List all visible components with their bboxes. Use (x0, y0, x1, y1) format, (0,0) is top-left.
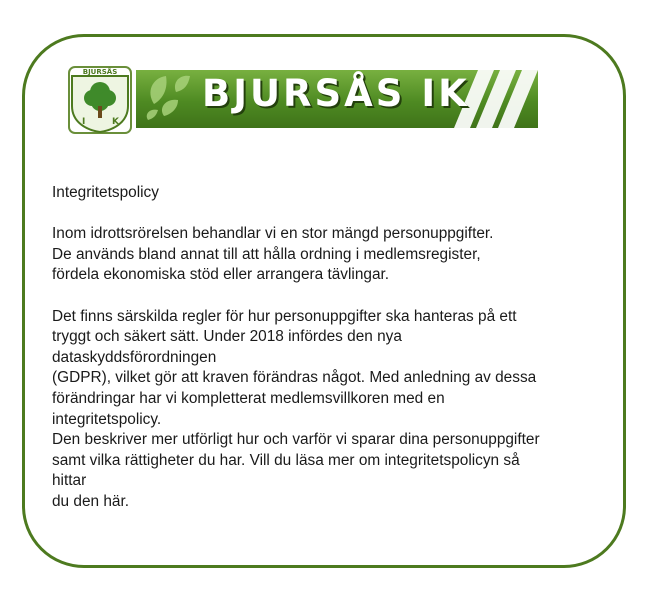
paragraph-gdpr (52, 307, 612, 513)
club-name: BJURSÅS IK (202, 72, 470, 115)
text-line: fördela ekonomiska stöd eller arrangera tävlingar. (52, 266, 390, 284)
paragraph-intro (52, 224, 612, 286)
document-title: Integritetspolicy (52, 184, 159, 201)
text-line: Den beskriver mer utförligt hur och varför vi sparar dina personuppgifter (52, 431, 540, 449)
text-line: du den här. (52, 492, 130, 510)
text-line: tryggt och säkert sätt. Under 2018 infördes den nya (52, 328, 402, 346)
text-line: samt vilka rättigheter du har. Vill du läsa mer om integritetspolicyn så (52, 451, 520, 469)
logo-letter-right: K (112, 117, 119, 127)
club-logo (68, 66, 132, 134)
logo-letter-left: I (82, 117, 86, 127)
text-line: (GDPR), vilket gör att kraven förändras något. Med anledning av dessa (52, 369, 537, 387)
logo-text-top: BJURSÅS (82, 68, 118, 76)
text-line: Inom idrottsrörelsen behandlar vi en stor mängd personuppgifter. (52, 225, 494, 243)
text-line: dataskyddsförordningen (52, 348, 217, 366)
text-line: De används bland annat till att hålla ordning i medlemsregister, (52, 245, 481, 263)
policy-text (52, 183, 612, 513)
leaf-icon (147, 76, 190, 120)
text-line: Det finns särskilda regler för hur personuppgifter ska hanteras på ett (52, 307, 517, 325)
text-line: förändringar har vi kompletterat medlemsvillkoren med en (52, 389, 445, 407)
text-line: integritetspolicy. (52, 410, 162, 428)
text-line: hittar (52, 472, 87, 490)
